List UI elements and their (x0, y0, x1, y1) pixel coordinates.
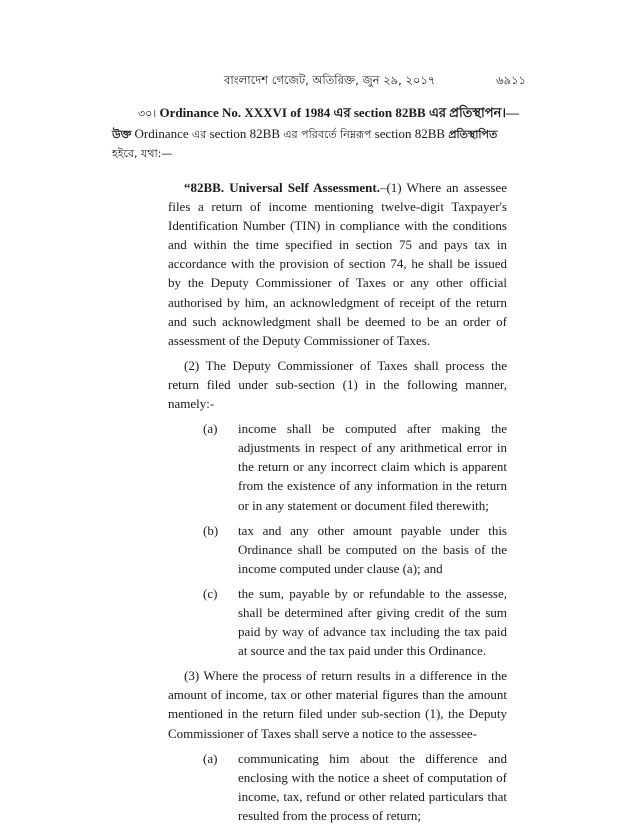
heading-line-2 (112, 124, 528, 145)
heading-line-3: হইবে, যথা:— (112, 147, 173, 160)
clause-c (203, 584, 507, 660)
clause-label: (c) (203, 585, 218, 601)
sub-section-1 (168, 178, 507, 350)
sub-section-1-text: –(1) Where an assessee files a return of income mentioning twelve-digit Taxpayer's Identification Number (TIN) in compliance with the conditions and within the time specified in section 75 and pays tax in accordance with the provision of section 74, he shall be issued by the Deputy Commissioner of Taxes or any other official authorised by him, an acknowledgment of receipt of the return and such acknowledgment shall be deemed to be an order of assessment of the Deputy Commissioner of Taxes. (168, 180, 507, 348)
clause-label: (a) (203, 750, 218, 766)
clause-text: tax and any other amount payable under this Ordinance shall be computed on the basis of the income computed under clause (a); and (238, 522, 507, 576)
heading-text-1: Ordinance (134, 125, 189, 141)
sub-section-2: (2) The Deputy Commissioner of Taxes shall process the return filed under sub-section (1) in the following manner, namely:- (168, 357, 507, 412)
clause-label: (a) (203, 421, 218, 437)
clause-label: (b) (203, 522, 219, 538)
sub-section-3: (3) Where the process of return results in a difference in the amount of income, tax or other material figures than the amount mentioned in the return filed under sub-section (1), the Deputy Commissioner of Taxes shall serve a notice to the assessee- (168, 668, 507, 741)
heading-bengali-2: এর পরিবর্তে নিম্নরূপ (283, 127, 372, 141)
heading-number: ৩০। (138, 107, 157, 120)
section-heading (112, 103, 528, 164)
heading-word-bold-1: উক্ত (112, 127, 132, 141)
clause-text: the sum, payable by or refundable to the assesse, shall be determined after giving credit of the sum paid by way of advance tax including the tax paid at source and the tax paid under this Ordinance. (238, 585, 507, 659)
clause-text: income shall be computed after making the adjustments in respect of any arithmetical error in the return or any incorrect claim which is apparent from the existence of any information in the return or in any statement or document filed therewith; (238, 421, 507, 513)
clause-b (203, 521, 507, 578)
heading-line-1 (112, 103, 528, 124)
page-number: ৬৯১১ (496, 73, 526, 87)
gazette-title: বাংলাদেশ গেজেট, অতিরিক্ত, জুন ২৯, ২০১৭ (224, 73, 436, 87)
section-title: “82BB. Universal Self Assessment. (184, 180, 380, 195)
heading-text-3: section 82BB (374, 125, 446, 141)
heading-text-2: section 82BB (209, 125, 280, 141)
heading-word-bold-2: প্রতিস্থাপিত (448, 127, 498, 141)
page-header (112, 72, 526, 88)
section-body (168, 178, 507, 831)
clause-a (203, 419, 507, 514)
heading-bengali-1: এর (191, 127, 207, 141)
clause-text: communicating him about the difference and enclosing with the notice a sheet of computation of income, tax, refund or other related particulars that resulted from the process of return; (238, 750, 507, 823)
sub3-clause-a (203, 749, 507, 825)
heading-title: Ordinance No. XXXVI of 1984 এর section 82BB এর প্রতিস্থাপন।— (159, 105, 520, 120)
